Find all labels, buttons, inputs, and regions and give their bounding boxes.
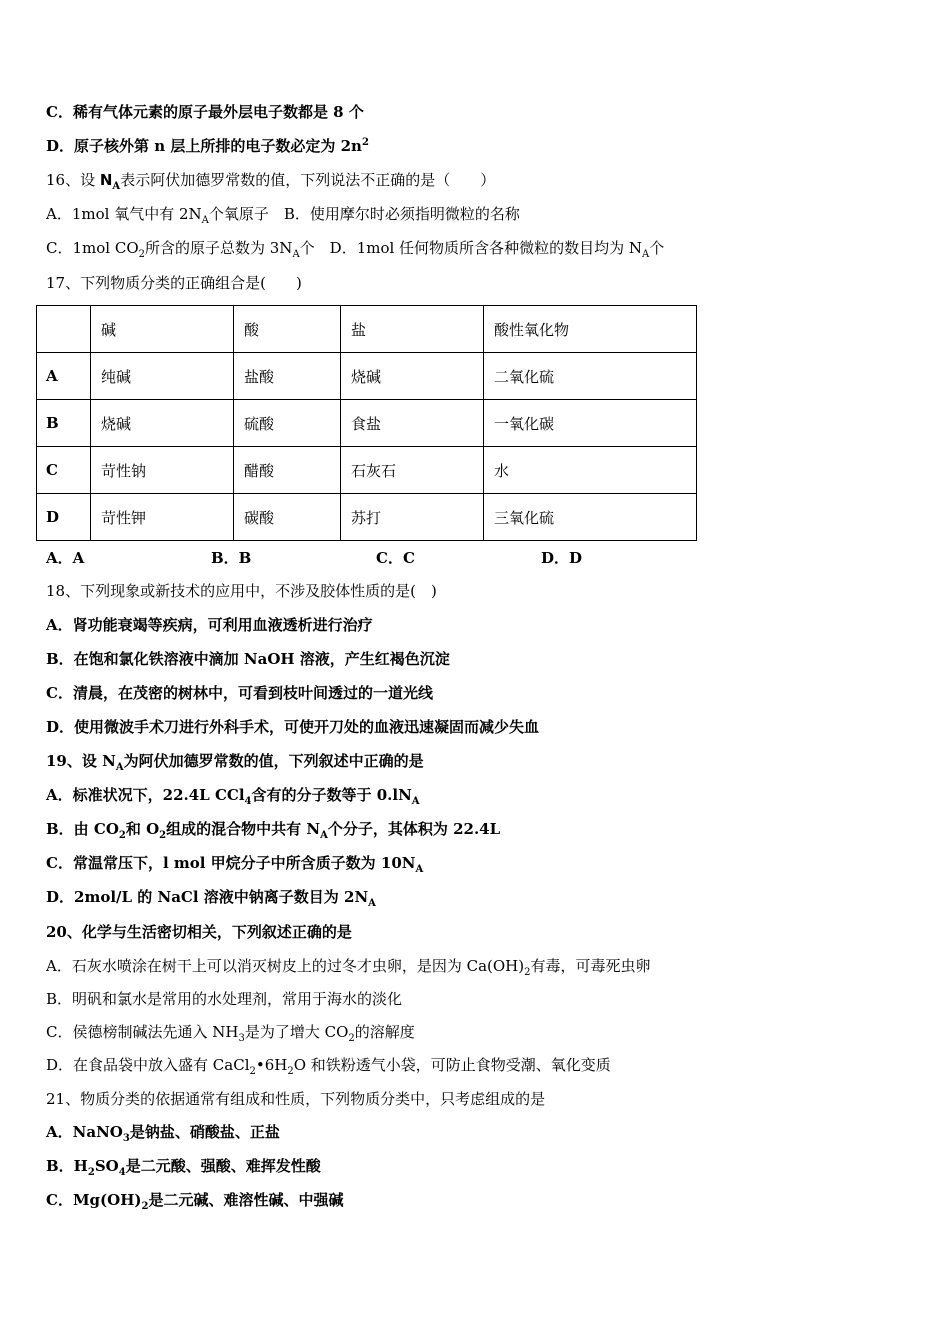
q21-b-1: B．H bbox=[46, 1157, 88, 1175]
table-cell: 盐酸 bbox=[234, 353, 341, 400]
q20-a-sub: 2 bbox=[524, 967, 531, 978]
q21-option-a bbox=[46, 1122, 280, 1142]
q19-stem-2: 为阿伏加德罗常数的值，下列叙述中正确的是 bbox=[123, 752, 424, 770]
q16-cd-sub2: A bbox=[292, 249, 300, 260]
q18-stem-text: 18、下列现象或新技术的应用中，不涉及胶体性质的是( ) bbox=[46, 582, 437, 600]
q19-option-a bbox=[46, 785, 420, 805]
q15-option-d bbox=[46, 136, 369, 156]
table-cell: C bbox=[37, 447, 91, 494]
table-header-cell bbox=[37, 306, 91, 353]
q19-b-2: 和 O bbox=[125, 820, 160, 838]
q17-option-b: B．B bbox=[211, 549, 252, 567]
q21-c-sub: 2 bbox=[141, 1201, 149, 1212]
q20-c-sub1: 3 bbox=[238, 1033, 245, 1044]
table-cell: 碳酸 bbox=[234, 494, 341, 541]
q16-stem-na: N bbox=[99, 171, 113, 189]
q16-ab-1: A．1mol 氧气中有 2N bbox=[46, 205, 202, 223]
table-cell: 水 bbox=[484, 447, 697, 494]
q19-d-1: D．2mol/L 的 NaCl 溶液中钠离子数目为 2N bbox=[46, 888, 369, 906]
q19-c-sub: A bbox=[415, 864, 424, 875]
q16-options-ab bbox=[46, 204, 520, 224]
q19-option-d bbox=[46, 887, 376, 907]
q16-stem-post: 表示阿伏加德罗常数的值，下列说法不正确的是（ ） bbox=[120, 171, 496, 189]
q21-a-sub: 3 bbox=[122, 1133, 130, 1144]
table-row bbox=[37, 447, 697, 494]
q16-cd-1: C．1mol CO bbox=[46, 239, 139, 257]
q21-b-sub1: 2 bbox=[87, 1167, 95, 1178]
q17-option-c: C．C bbox=[376, 549, 415, 567]
table-cell: 烧碱 bbox=[91, 400, 234, 447]
table-cell: 一氧化碳 bbox=[484, 400, 697, 447]
table-cell: A bbox=[37, 353, 91, 400]
q18-option-c: C．清晨，在茂密的树林中，可看到枝叶间透过的一道光线 bbox=[46, 684, 433, 702]
q15-option-c: C．稀有气体元素的原子最外层电子数都是 8 个 bbox=[46, 103, 364, 121]
q21-option-b bbox=[46, 1156, 321, 1176]
q21-option-c bbox=[46, 1190, 343, 1210]
q20-a-1: A．石灰水喷涂在树干上可以消灭树皮上的过冬才虫卵，是因为 Ca(OH) bbox=[46, 957, 525, 975]
q19-stem-1: 19、设 N bbox=[46, 752, 116, 770]
q20-d-2: •6H bbox=[255, 1056, 288, 1074]
q19-option-c bbox=[46, 853, 423, 873]
table-cell: 石灰石 bbox=[341, 447, 484, 494]
q21-a-1: A．NaNO bbox=[46, 1123, 123, 1141]
table-header-cell: 碱 bbox=[91, 306, 234, 353]
q20-c-sub2: 2 bbox=[348, 1033, 355, 1044]
q16-cd-sub1: 2 bbox=[138, 249, 145, 260]
q20-d-sub2: 2 bbox=[287, 1066, 294, 1077]
q19-a-2: 含有的分子数等于 0.lN bbox=[251, 786, 412, 804]
table-cell: 苏打 bbox=[341, 494, 484, 541]
table-row bbox=[37, 400, 697, 447]
q19-b-1: B．由 CO bbox=[46, 820, 119, 838]
q19-b-3: 组成的混合物中共有 N bbox=[166, 820, 321, 838]
q16-cd-4: 个 bbox=[649, 239, 665, 257]
q19-a-1: A．标准状况下，22.4L CCl bbox=[46, 786, 245, 804]
q16-options-cd bbox=[46, 238, 664, 258]
q16-ab-2: 个氧原子 B．使用摩尔时必须指明微粒的名称 bbox=[208, 205, 520, 223]
q20-d-3: O 和铁粉透气小袋，可防止食物受潮、氧化变质 bbox=[293, 1056, 611, 1074]
q16-ab-sub: A bbox=[201, 215, 209, 226]
table-cell: 纯碱 bbox=[91, 353, 234, 400]
table-header-cell: 酸性氧化物 bbox=[484, 306, 697, 353]
table-cell: D bbox=[37, 494, 91, 541]
q20-c-1: C．侯德榜制碱法先通入 NH bbox=[46, 1023, 239, 1041]
table-cell: B bbox=[37, 400, 91, 447]
q20-option-d bbox=[46, 1055, 611, 1075]
q21-c-1: C．Mg(OH) bbox=[46, 1191, 142, 1209]
q17-option-d: D．D bbox=[541, 549, 583, 567]
q17-stem: 17、下列物质分类的正确组合是( ) bbox=[46, 274, 302, 292]
q20-d-1: D．在食品袋中放入盛有 CaCl bbox=[46, 1056, 250, 1074]
q20-option-c bbox=[46, 1022, 415, 1042]
table-cell: 苛性钠 bbox=[91, 447, 234, 494]
q19-a-sub2: A bbox=[411, 796, 420, 807]
q17-option-a: A．A bbox=[46, 549, 85, 567]
q19-stem bbox=[46, 751, 424, 771]
q19-b-sub2: 2 bbox=[159, 830, 167, 841]
q16-stem-pre: 16、设 bbox=[46, 171, 100, 189]
q21-b-3: 是二元酸、强酸、难挥发性酸 bbox=[125, 1157, 321, 1175]
q20-stem: 20、化学与生活密切相关，下列叙述正确的是 bbox=[46, 923, 352, 941]
table-cell: 二氧化硫 bbox=[484, 353, 697, 400]
table-cell: 三氧化硫 bbox=[484, 494, 697, 541]
q19-a-sub1: 4 bbox=[244, 796, 252, 807]
q20-a-2: 有毒，可毒死虫卵 bbox=[530, 957, 651, 975]
q15-option-d-sup: 2 bbox=[361, 137, 369, 148]
q16-stem-na-sub: A bbox=[112, 181, 121, 192]
q18-option-d: D．使用微波手术刀进行外科手术，可使开刀处的血液迅速凝固而减少失血 bbox=[46, 718, 540, 736]
q21-c-2: 是二元碱、难溶性碱、中强碱 bbox=[148, 1191, 344, 1209]
classification-table bbox=[36, 305, 697, 541]
table-cell: 醋酸 bbox=[234, 447, 341, 494]
q19-b-sub3: A bbox=[320, 830, 328, 841]
q21-a-2: 是钠盐、硝酸盐、正盐 bbox=[129, 1123, 280, 1141]
q19-c-1: C．常温常压下，l mol 甲烷分子中所含质子数为 10N bbox=[46, 854, 416, 872]
q18-stem bbox=[46, 581, 437, 601]
q16-cd-3: 个 D．1mol 任何物质所含各种微粒的数目均为 N bbox=[299, 239, 642, 257]
q19-stem-sub: A bbox=[115, 762, 124, 773]
q20-option-a bbox=[46, 956, 651, 976]
table-cell: 苛性钾 bbox=[91, 494, 234, 541]
table-header-row bbox=[37, 306, 697, 353]
table-header-cell: 盐 bbox=[341, 306, 484, 353]
q21-b-2: SO bbox=[94, 1157, 119, 1175]
q16-stem bbox=[46, 170, 495, 190]
q19-b-sub1: 2 bbox=[118, 830, 126, 841]
q18-option-b: B．在饱和氯化铁溶液中滴加 NaOH 溶液，产生红褐色沉淀 bbox=[46, 650, 450, 668]
q20-c-3: 的溶解度 bbox=[354, 1023, 415, 1041]
q18-option-a: A．肾功能衰竭等疾病，可利用血液透析进行治疗 bbox=[46, 616, 373, 634]
table-cell: 硫酸 bbox=[234, 400, 341, 447]
q19-b-4: 个分子，其体积为 22.4L bbox=[327, 820, 501, 838]
table-cell: 烧碱 bbox=[341, 353, 484, 400]
q16-cd-sub3: A bbox=[641, 249, 650, 260]
q20-option-b: B．明矾和氯水是常用的水处理剂，常用于海水的淡化 bbox=[46, 990, 403, 1008]
q20-d-sub1: 2 bbox=[249, 1066, 256, 1077]
q19-option-b bbox=[46, 819, 500, 839]
table-header-cell: 酸 bbox=[234, 306, 341, 353]
q16-cd-2: 所含的原子总数为 3N bbox=[145, 239, 293, 257]
q19-d-sub: A bbox=[368, 898, 376, 909]
q20-c-2: 是为了增大 CO bbox=[244, 1023, 349, 1041]
q15-option-d-text: D．原子核外第 n 层上所排的电子数必定为 2n bbox=[46, 137, 362, 155]
table-row bbox=[37, 494, 697, 541]
q21-stem: 21、物质分类的依据通常有组成和性质，下列物质分类中，只考虑组成的是 bbox=[46, 1090, 546, 1108]
table-cell: 食盐 bbox=[341, 400, 484, 447]
q21-b-sub2: 4 bbox=[118, 1167, 126, 1178]
table-row bbox=[37, 353, 697, 400]
